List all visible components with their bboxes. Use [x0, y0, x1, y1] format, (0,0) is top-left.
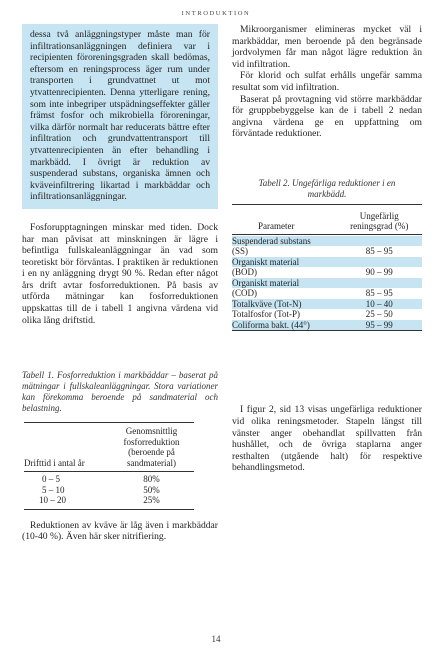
paragraph-sampling: Baserat på provtagning vid större markbäddar för gruppbebyggelse kan de i tabell 2 nedan angivna värdena ge en uppfattning om förväntade reduktioner. — [232, 93, 422, 140]
running-head: INTRODUKTION — [181, 10, 251, 17]
table2-block — [232, 178, 422, 333]
paragraph-phosphorus: Fosforupptagningen minskar med tiden. Dock har man påvisat att minskningen är lägre i befintliga fullskaleanläggningar än vad som teoretiskt bör förväntas. I praktiken är reduktionen i en ny anläggning drygt 90 %. Redan efter något års drift avtar fosforreduktionen. På basis av utförda mätningar kan fosforreduktionen uppskattas till de i tabell 1 angivna värdena vid olika lång driftstid. — [22, 221, 218, 326]
paragraph-figure-reference: I figur 2, sid 13 visas ungefärliga reduktioner vid olika reningsmetoder. Stapeln längst till vänster anger obehandlat spillvatten från hushållet, och de övriga staplarna anger resthalten (utgående halt) för respektive behandlingsmetod. — [232, 404, 422, 474]
table-row: Coliforma bakt. (44°) 95 – 99 — [232, 320, 422, 331]
table2-header-value: Ungefärlig reningsgrad (%) — [350, 210, 409, 232]
table-row: (BOD) 90 – 99 — [232, 267, 393, 278]
table1 — [24, 422, 194, 510]
table-row: (SS) 85 – 95 — [232, 246, 393, 257]
table2 — [232, 204, 422, 333]
table1-caption: Tabell 1. Fosforreduktion i markbäddar – baserat på mätningar i fullskaleanläggningar. Stora variationer kan förekomma beroende på sandmaterial och belastning. — [22, 370, 218, 414]
highlight-box — [22, 24, 218, 209]
table1-header-years: Drifttid i antal år — [24, 457, 85, 468]
table-row: (COD) 85 – 95 — [232, 288, 393, 299]
page-number: 14 — [211, 634, 221, 644]
table1-block — [22, 370, 218, 510]
table-row: 5 – 10 50% — [42, 484, 160, 495]
table-row: Organiskt material — [232, 257, 422, 268]
table-row: Totalfosfor (Tot-P) 25 – 50 — [232, 309, 393, 320]
table-row: Totalkväve (Tot-N) 10 – 40 — [232, 299, 422, 310]
table-row: 0 – 5 80% — [42, 474, 160, 485]
table-row: Organiskt material — [232, 278, 422, 289]
highlight-box-text: dessa två anläggningstyper måste man för infiltrationsanläggningen definiera var i recipienten föroreningsgraden skall bedömas, eftersom en reningsprocess äger rum under transporten i grundvattnet ut mot ytvattenrecipienten. Denna ytterligare rening, som inte inbegriper utspädningseffekter gäller främst fosfor och mikrobiella föroreningar, vilka därför normalt har reducerats bättre efter infiltration och grundvattentransport till ytvattenrecipienten än efter behandling i markbädd. I övrigt är reduktion av suspenderad substans, organiska ämnen och kväveinfiltrering likartad i markbäddar och infiltrationsanläggningar. — [30, 29, 210, 203]
table2-caption: Tabell 2. Ungefärliga reduktioner i en markbädd. — [258, 177, 396, 199]
table2-header-parameter: Parameter — [258, 221, 295, 232]
table-row: 10 – 20 25% — [39, 495, 160, 506]
paragraph-microorganisms: Mikroorganismer elimineras mycket väl i markbäddar, men beroende på den begränsade jordvolymen får man något lägre reduktion än vid infiltration. — [232, 24, 422, 70]
table-row: Suspenderad substans — [232, 236, 422, 247]
left-column — [22, 24, 218, 543]
paragraph-chloride: För klorid och sulfat erhålls ungefär samma resultat som vid infiltration. — [232, 70, 422, 93]
right-column — [232, 24, 422, 474]
paragraph-nitrogen: Reduktionen av kväve är låg även i markbäddar (10-40 %). Även här sker nitrifiering. — [22, 519, 218, 543]
table1-header-reduction: Genomsnittlig fosforreduktion (beroende på sandmaterial) — [123, 426, 180, 468]
